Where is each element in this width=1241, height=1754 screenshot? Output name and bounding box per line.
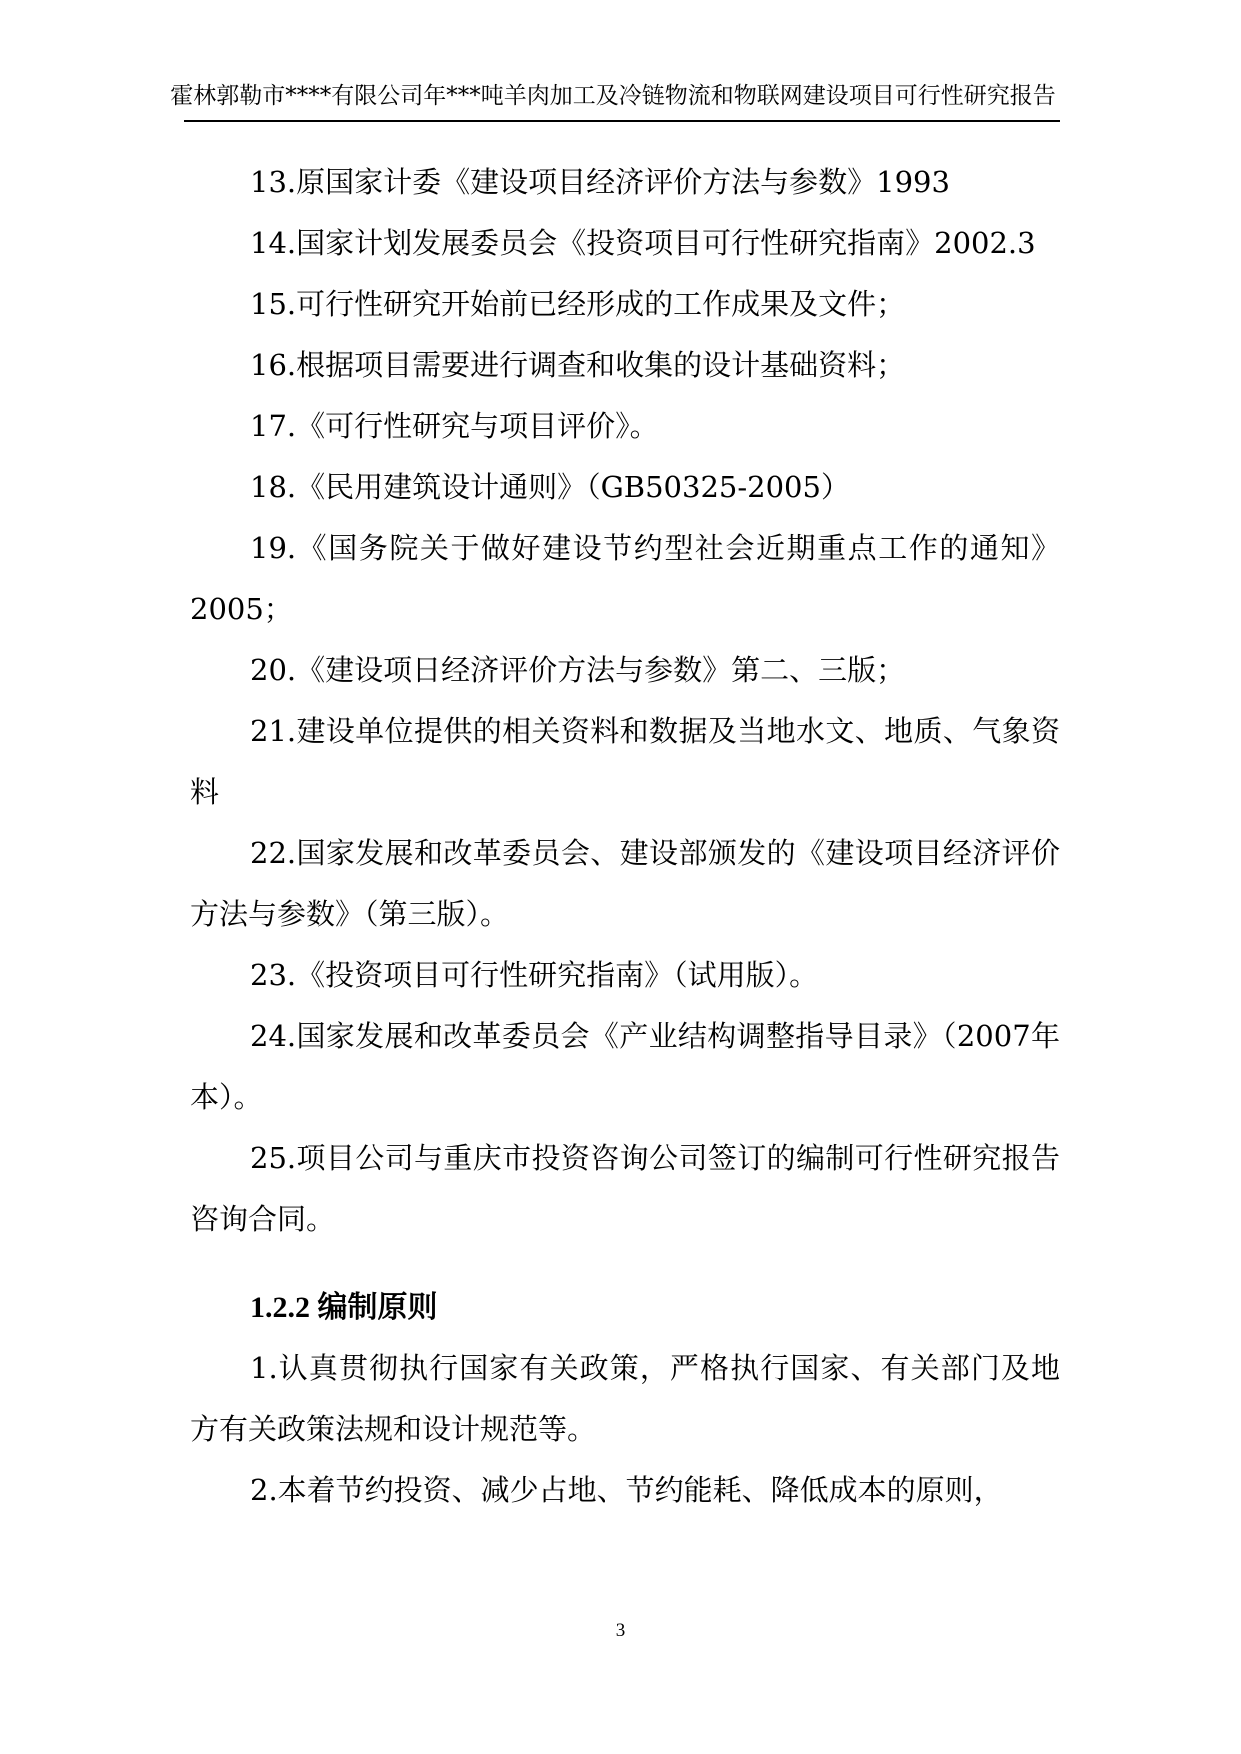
header-divider: [184, 120, 1060, 122]
reference-item: 25.项目公司与重庆市投资咨询公司签订的编制可行性研究报告咨询合同。: [190, 1141, 1060, 1236]
page-number: 3: [615, 1620, 626, 1641]
principle-item: 2.本着节约投资、减少占地、节约能耗、降低成本的原则，: [250, 1473, 1003, 1507]
reference-item: 24.国家发展和改革委员会《产业结构调整指导目录》（2007年本）。: [190, 1019, 1060, 1114]
reference-item: 22.国家发展和改革委员会、建设部颁发的《建设项目经济评价方法与参数》（第三版）。: [190, 836, 1060, 931]
reference-list: [190, 152, 1060, 1250]
principles-list: [190, 1338, 1060, 1521]
reference-item: 14.国家计划发展委员会《投资项目可行性研究指南》2002.3: [250, 226, 1036, 260]
reference-item: 15.可行性研究开始前已经形成的工作成果及文件；: [250, 287, 906, 321]
principle-item: 1.认真贯彻执行国家有关政策，严格执行国家、有关部门及地方有关政策法规和设计规范等。: [190, 1351, 1060, 1446]
reference-item: 21.建设单位提供的相关资料和数据及当地水文、地质、气象资料: [190, 714, 1060, 809]
reference-item: 23.《投资项目可行性研究指南》（试用版）。: [250, 958, 819, 992]
reference-item: 19.《国务院关于做好建设节约型社会近期重点工作的通知》2005；: [190, 531, 1060, 626]
reference-item: 16.根据项目需要进行调查和收集的设计基础资料；: [250, 348, 906, 382]
section-heading: 1.2.2 编制原则: [250, 1291, 438, 1324]
reference-item: 17.《可行性研究与项目评价》。: [250, 409, 659, 443]
reference-item: 20.《建设项日经济评价方法与参数》第二、三版；: [250, 653, 906, 687]
page-body: [190, 152, 1060, 1521]
reference-item: 13.原国家计委《建设项目经济评价方法与参数》1993: [250, 165, 950, 199]
running-header: 霍林郭勒市****有限公司年***吨羊肉加工及冷链物流和物联网建设项目可行性研究报告: [170, 83, 1056, 109]
reference-item: 18.《民用建筑设计通则》（GB50325-2005）: [250, 470, 850, 504]
